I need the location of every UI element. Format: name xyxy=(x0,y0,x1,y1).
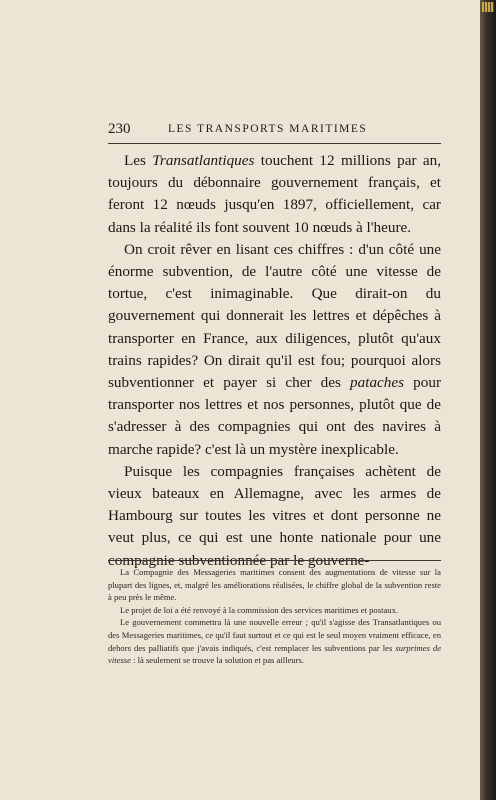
italic-text: Transatlantiques xyxy=(152,152,255,169)
italic-text: pataches xyxy=(350,374,405,392)
paragraph-text: Les xyxy=(124,152,153,169)
paragraph-text: pour transporter nos lettres et nos personnes, plutôt que de s'adresser à des compagnies qui ont des navires à marche rapide? c'est là un mystère inexplicable. xyxy=(108,374,441,458)
footnote-text: : là seulement se trouve la solution et pas ailleurs. xyxy=(130,655,304,666)
page-number: 230 xyxy=(108,121,131,137)
main-text xyxy=(108,150,441,572)
paragraph xyxy=(108,150,441,239)
footnote-divider xyxy=(108,560,441,561)
footnote xyxy=(108,616,441,666)
paragraph-text: On croit rêver en lisant ces chiffres : d'un côté une énorme subvention, de l'autre côté une vitesse de tortue, c'est inimaginable. Que dirait-on du gouvernement qui donnerait les lettres et dépêches à transporter en France, aux diligences, plutôt qu'aux trains rapides? On dirait qu'il est fou; pourquoi alors subventionner et payer si cher des xyxy=(108,240,441,392)
footnotes xyxy=(108,566,441,667)
italic-text: surprimes de vitesse xyxy=(108,642,442,666)
paragraph: Puisque les compagnies françaises achètent de vieux bateaux en Allemagne, avec les armes de Hambourg sur toutes les vitres et dont personne ne veut plus, ce qui est une honte nationale pour une compagnie subventionnée par le gouverne- xyxy=(108,462,441,569)
paragraph xyxy=(108,239,441,461)
footnote: La Compagnie des Messageries maritimes consent des augmentations de vitesse sur la plupart des lignes, et, malgré les améliorations réalisées, le chiffre global de la subvention reste à peu près le même. xyxy=(108,567,441,603)
paragraph-text: touchent 12 millions par an, toujours du débonnaire gouvernement français, et feront 12 nœuds jusqu'en 1897, officiellement, car dans la réalité ils font souvent 10 nœuds à l'heure. xyxy=(108,152,442,236)
book-spine-edge xyxy=(480,0,496,800)
footnote-text: Le gouvernement commettra là une nouvelle erreur ; qu'il s'agisse des Transatlantiques ou des Messageries maritimes, ce qu'il faut surtout et ce qui est le seul moyen vraiment efficace, en dehors des palliatifs que j'avais indiqués, c'est remplacer les subventions par les xyxy=(108,617,441,653)
footnote: Le projet de loi a été renvoyé à la commission des services maritimes et postaux. xyxy=(120,604,399,615)
page-header xyxy=(108,121,441,144)
running-title: LES TRANSPORTS MARITIMES xyxy=(168,123,368,135)
spine-gilding xyxy=(482,2,494,12)
